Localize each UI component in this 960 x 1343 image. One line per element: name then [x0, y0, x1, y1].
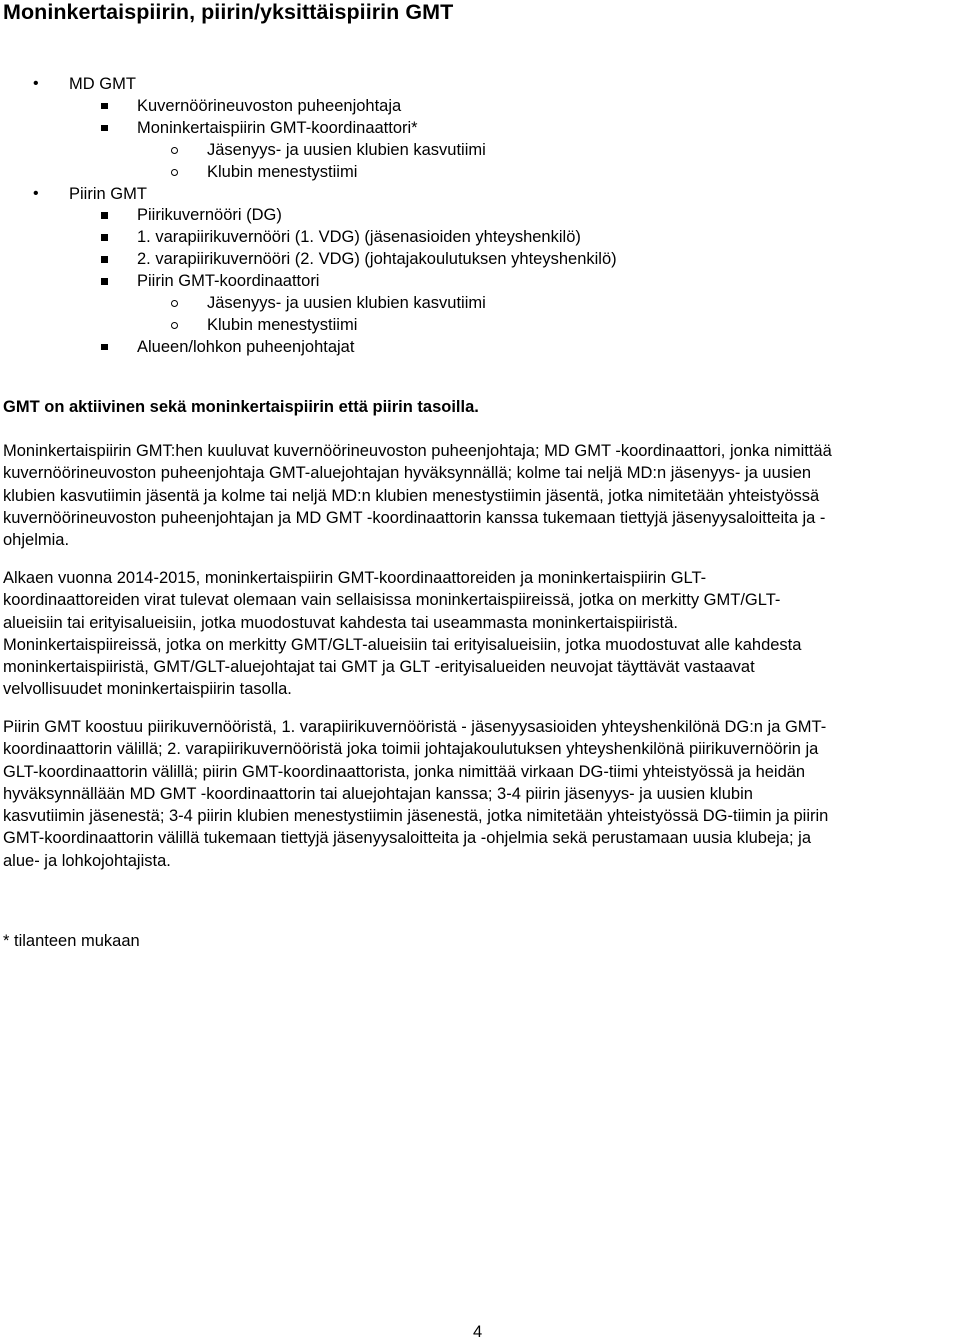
outline-item-level-2: Kuvernöörineuvoston puheenjohtaja	[137, 96, 402, 115]
statement: GMT on aktiivinen sekä moninkertaispiirin että piirin tasoilla.	[3, 398, 479, 416]
outline-item-level-3: Jäsenyys- ja uusien klubien kasvutiimi	[207, 294, 486, 312]
paragraph-md-gmt: Moninkertaispiirin GMT:hen kuuluvat kuvernöörineuvoston puheenjohtaja; MD GMT -koordinaattori, jonka nimittää kuvernöörineuvoston puheenjohtaja GMT-aluejohtajan hyväksynnällä; kolme tai neljä MD:n jäsenyys- ja uusien klubien kasvutiimin jäsentä ja kolme tai neljä MD:n klubien menestystiimin jäsentä, jotka nimitetään yhteistyössä kuvernöörineuvoston puheenjohtajan ja MD GMT -koordinaattorin kanssa tukemaan tiettyjä jäsenyysaloitteita ja - ohjelmia.	[3, 442, 832, 550]
footnote: * tilanteen mukaan	[3, 932, 140, 950]
page-number: 4	[473, 1323, 483, 1341]
ring-bullet-icon	[171, 147, 178, 154]
square-bullet-icon	[101, 234, 108, 241]
page-title: Moninkertaispiirin, piirin/yksittäispiirin GMT	[3, 0, 454, 24]
outline-item-level-3: Jäsenyys- ja uusien klubien kasvutiimi	[207, 140, 486, 159]
outline-item-level-3: Klubin menestystiimi	[207, 315, 358, 334]
outline-item-level-2: Alueen/lohkon puheenjohtajat	[137, 337, 355, 356]
paragraph-district-gmt: Piirin GMT koostuu piirikuvernööristä, 1. varapiirikuvernööristä - jäsenyysasioiden yhteyshenkilönä DG:n ja GMT- koordinaattorin välillä; 2. varapiirikuvernööristä joka toimii johtajakoulutuksen yhteyshenkilönä piirikuvernöörin ja GLT-koordinaattorin välillä; piirin GMT-koordinaattorista, jonka nimittää virkaan DG-tiimi yhteistyössä ja heidän hyväksynnällään MD GMT -koordinaattorin tai aluejohtajan kanssa; 3-4 piirin jäsenyys- ja uusien klubin kasvutiimin jäsenestä; 3-4 piirin klubien menestystiimin jäsenestä, jotka nimitetään yhteistyössä DG-tiimin ja piirin GMT-koordinaattorin välillä tukemaan tiettyjä jäsenyysaloitteita ja -ohjelmia sekä perustamaan uusia klubeja; ja alue- ja lohkojohtajista.	[3, 718, 829, 870]
outline-item-level-2: 2. varapiirikuvernööri (2. VDG) (johtajakoulutuksen yhteyshenkilö)	[137, 250, 617, 269]
outline-item-level-2: Moninkertaispiirin GMT-koordinaattori*	[137, 118, 418, 137]
ring-bullet-icon	[171, 322, 178, 329]
outline-item-level-2: Piirikuvernööri (DG)	[137, 206, 282, 225]
square-bullet-icon	[101, 125, 108, 132]
outline-item-level-2: Piirin GMT-koordinaattori	[137, 272, 320, 291]
outline-item-level-1: MD GMT	[69, 75, 136, 93]
dot-bullet-icon: •	[33, 184, 39, 202]
dot-bullet-icon: •	[33, 75, 39, 92]
ring-bullet-icon	[171, 300, 178, 307]
square-bullet-icon	[101, 212, 108, 219]
outline-item-level-2: 1. varapiirikuvernööri (1. VDG) (jäsenasioiden yhteyshenkilö)	[137, 228, 581, 247]
ring-bullet-icon	[171, 169, 178, 176]
square-bullet-icon	[101, 344, 108, 351]
outline-item-level-1: Piirin GMT	[69, 184, 147, 203]
paragraph-2014-2015: Alkaen vuonna 2014-2015, moninkertaispiirin GMT-koordinaattoreiden ja moninkertaispiirin GLT- koordinaattoreiden virat tulevat olemaan vain sellaisissa moninkertaispiireissä, jotka on merkitty GMT/GLT- alueisiin tai erityisalueisiin, jotka muodostuvat kahdesta tai useammasta moninkertaispiiristä. Moninkertaispiireissä, jotka on merkitty GMT/GLT-alueisiin tai erityisalueisiin, jotka muodostuvat alle kahdesta moninkertaispiiristä, GMT/GLT-aluejohtajat tai GMT ja GLT -erityisalueiden neuvojat täyttävät vastaavat velvollisuudet moninkertaispiirin tasolla.	[3, 569, 802, 699]
outline-item-level-3: Klubin menestystiimi	[207, 162, 358, 181]
square-bullet-icon	[101, 103, 108, 110]
square-bullet-icon	[101, 256, 108, 263]
square-bullet-icon	[101, 278, 108, 285]
